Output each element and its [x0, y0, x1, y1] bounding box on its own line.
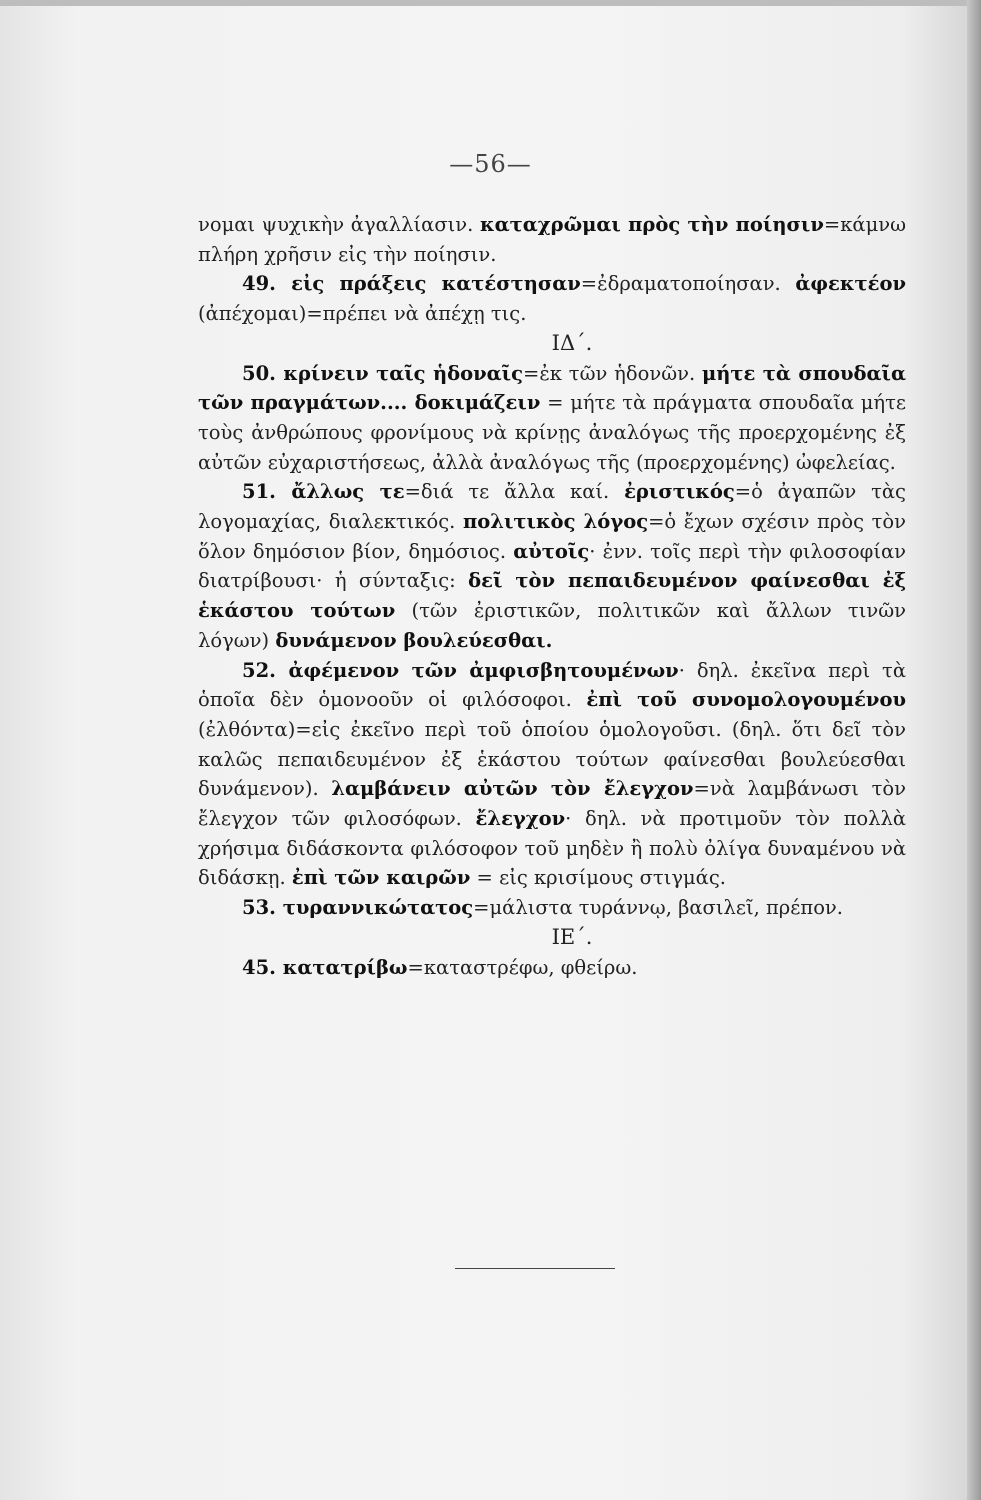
section-heading-14: ΙΔ΄. [551, 330, 593, 355]
text-run: =ἐκ τῶν ἡδονῶν. [523, 361, 702, 385]
text-run: =ὁ ἀγαπῶν τὰς λογομαχίας, διαλεκτικός. [198, 480, 906, 534]
commentary-text [198, 210, 906, 982]
text-run: = εἰς κρισίμους στιγμάς. [470, 866, 726, 890]
lemma: πολιτικὸς λόγος [463, 510, 649, 534]
text-run: =νὰ λαμβάνωσι τὸν ἔλεγχον τῶν φιλοσόφων. [198, 777, 906, 831]
lemma: 50. κρίνειν ταῖς ἡδοναῖς [242, 361, 523, 385]
lemma: αὐτοῖς [513, 539, 590, 563]
paragraph-50 [198, 359, 906, 478]
text-run: =ἐδραματοποίησαν. [580, 272, 796, 296]
lemma: 51. ἄλλως τε [242, 480, 405, 504]
paragraph-45 [198, 953, 906, 983]
lemma: 49. εἰς πράξεις κατέστησαν [242, 272, 581, 296]
lemma: 52. ἀφέμενον τῶν ἀμφισβητουμένων [242, 658, 679, 682]
lemma: 45. κατατρίβω [242, 955, 408, 979]
lemma: ἐριστικός [624, 480, 735, 504]
text-run: (τῶν ἐριστικῶν, πολιτικῶν καὶ ἄλλων τινῶν λόγων) [198, 599, 906, 652]
lemma: ἔλεγχον [475, 807, 566, 831]
lemma: ἐπὶ τῶν καιρῶν [291, 866, 471, 890]
end-rule [455, 1268, 615, 1269]
text-run: =καταστρέφω, φθείρω. [407, 955, 638, 979]
text-run: · δηλ. νὰ προτιμοῦν τὸν πολλὰ χρήσιμα διδάσκοντα φιλόσοφον τοῦ μηδὲν ἢ πολὺ ὀλίγα δυναμένου νὰ διδάσκῃ. [198, 807, 907, 890]
page-number: —56— [449, 150, 532, 178]
lemma: ἐπὶ τοῦ συνομολογουμένου [586, 688, 906, 712]
paragraph-53 [198, 893, 906, 923]
text-run: =διά τε ἄλλα καί. [404, 480, 625, 504]
text-run: · δηλ. ἐκεῖνα περὶ τὰ ὁποῖα δὲν ὁμονοοῦν οἱ φιλόσοφοι. [198, 658, 906, 712]
text-run: =ὁ ἔχων σχέσιν πρὸς τὸν ὅλον δημόσιον βίον, δημόσιος. [198, 510, 906, 563]
text-run: · ἐνν. τοῖς περὶ τὴν φιλοσοφίαν διατρίβουσι· ἡ σύνταξις: [198, 539, 906, 593]
text-run: (ἀπέχομαι)=πρέπει νὰ ἀπέχῃ τις. [198, 302, 527, 326]
lemma: λαμβάνειν αὐτῶν τὸν ἔλεγχον [331, 777, 694, 801]
section-heading-15: ΙΕ΄. [551, 924, 593, 949]
lemma: μήτε τὰ σπουδαῖα τῶν πραγμάτων.... δοκιμάζειν [198, 361, 906, 415]
text-run: (ἐλθόντα)=εἰς ἐκεῖνο περὶ τοῦ ὁποίου ὁμολογοῦσι. (δηλ. ὅτι δεῖ τὸν καλῶς πεπαιδευμένον ἐξ ἑκάστου τούτων φαίνεσθαι βουλεύεσθαι δυνάμενον). [198, 717, 906, 801]
text-run: =κάμνω πλήρη χρῆσιν εἰς τὴν ποίησιν. [198, 213, 907, 266]
paragraph-49 [198, 269, 906, 328]
paragraph-52 [198, 656, 906, 894]
lemma: 53. τυραννικώτατος [242, 896, 474, 920]
lemma: δεῖ τὸν πεπαιδευμένον φαίνεσθαι ἐξ ἑκάστου τούτων [198, 569, 907, 623]
page-right-edge [967, 0, 981, 1500]
paragraph-continuation [198, 210, 906, 269]
page-top-edge [0, 0, 981, 6]
paragraph-51 [198, 477, 906, 655]
text-run: =μάλιστα τυράννῳ, βασιλεῖ, πρέπον. [473, 896, 843, 920]
lemma: ἀφεκτέον [795, 272, 906, 296]
text-run: = μήτε τὰ πράγματα σπουδαῖα μήτε τοὺς ἀνθρώπους φρονίμους νὰ κρίνῃς ἀναλόγως τῆς προερχομένης ἐξ αὐτῶν εὐχαριστήσεως, ἀλλὰ ἀναλόγως τῆς (προερχομένης) ὠφελείας. [198, 391, 907, 474]
lemma: δυνάμενον βουλεύεσθαι. [275, 628, 553, 652]
lemma: καταχρῶμαι πρὸς τὴν ποίησιν [480, 213, 824, 236]
text-run: νομαι ψυχικὴν ἀγαλλίασιν. [198, 213, 481, 236]
